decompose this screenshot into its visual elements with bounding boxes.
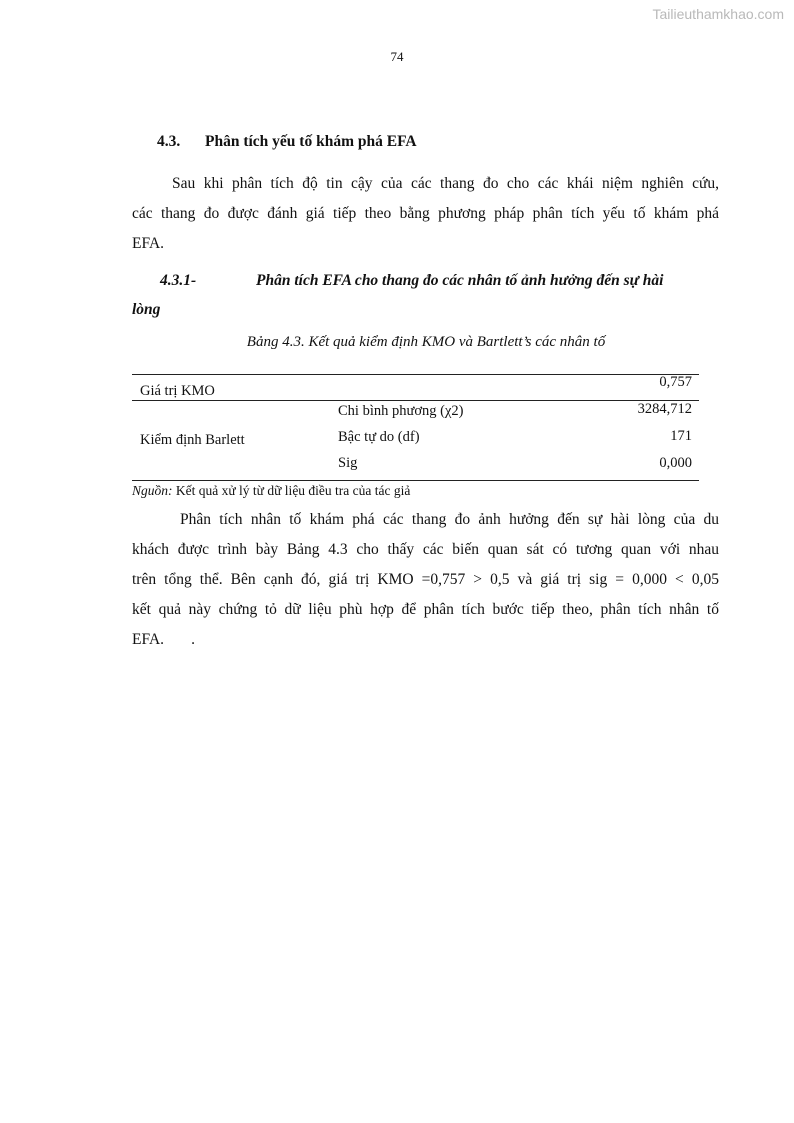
bartlett-row-value: 0,000	[659, 455, 692, 471]
watermark: Tailieuthamkhao.com	[652, 6, 784, 22]
bartlett-label: Kiểm định Barlett	[140, 432, 245, 448]
kmo-value: 0,757	[659, 374, 692, 390]
analysis-line: EFA. .	[132, 631, 196, 648]
page-number: 74	[390, 49, 404, 64]
subsection-title-line2: lòng	[132, 301, 161, 318]
kmo-label: Giá trị KMO	[140, 383, 215, 399]
intro-line: các thang đo được đánh giá tiếp theo bằng phương pháp phân tích yếu tố khám phá	[132, 205, 719, 222]
section-title: Phân tích yếu tố khám phá EFA	[205, 133, 417, 150]
source-text: Kết quả xử lý từ dữ liệu điều tra của tác giả	[172, 483, 411, 498]
analysis-line: khách được trình bày Bảng 4.3 cho thấy các biến quan sát có tương quan với nhau	[132, 541, 719, 558]
subsection-heading	[132, 266, 719, 324]
subsection-title-line1: Phân tích EFA cho thang đo các nhân tố ảnh hưởng đến sự hài	[256, 272, 664, 289]
intro-line: EFA.	[132, 235, 165, 252]
bartlett-row-label: Bậc tự do (df)	[338, 429, 420, 445]
bartlett-row-value: 3284,712	[637, 401, 692, 417]
bartlett-row-value: 171	[670, 428, 692, 444]
intro-line: Sau khi phân tích độ tin cậy của các thang đo cho các khái niệm nghiên cứu,	[172, 175, 719, 192]
table-source	[132, 483, 410, 499]
source-label: Nguồn:	[132, 483, 173, 498]
table-caption: Bảng 4.3. Kết quả kiểm định KMO và Bartlett’s các nhân tố	[246, 334, 606, 350]
analysis-paragraph	[132, 505, 719, 655]
intro-paragraph	[132, 169, 719, 259]
section-number: 4.3.	[157, 133, 181, 150]
section-heading	[157, 133, 417, 151]
table-bottom-rule	[132, 480, 699, 481]
table-top-rule	[132, 374, 699, 375]
analysis-line: Phân tích nhân tố khám phá các thang đo ảnh hưởng đến sự hài lòng của du	[180, 511, 719, 528]
analysis-line: kết quả này chứng tỏ dữ liệu phù hợp để phân tích bước tiếp theo, phân tích nhân tố	[132, 601, 719, 618]
subsection-number: 4.3.1-	[160, 272, 197, 289]
bartlett-row-label: Chi bình phương (χ2)	[338, 403, 464, 419]
bartlett-row-label: Sig	[338, 455, 358, 471]
table-mid-rule	[132, 400, 699, 401]
analysis-line: trên tổng thể. Bên cạnh đó, giá trị KMO =0,757 > 0,5 và giá trị sig = 0,000 < 0,05	[132, 571, 719, 588]
